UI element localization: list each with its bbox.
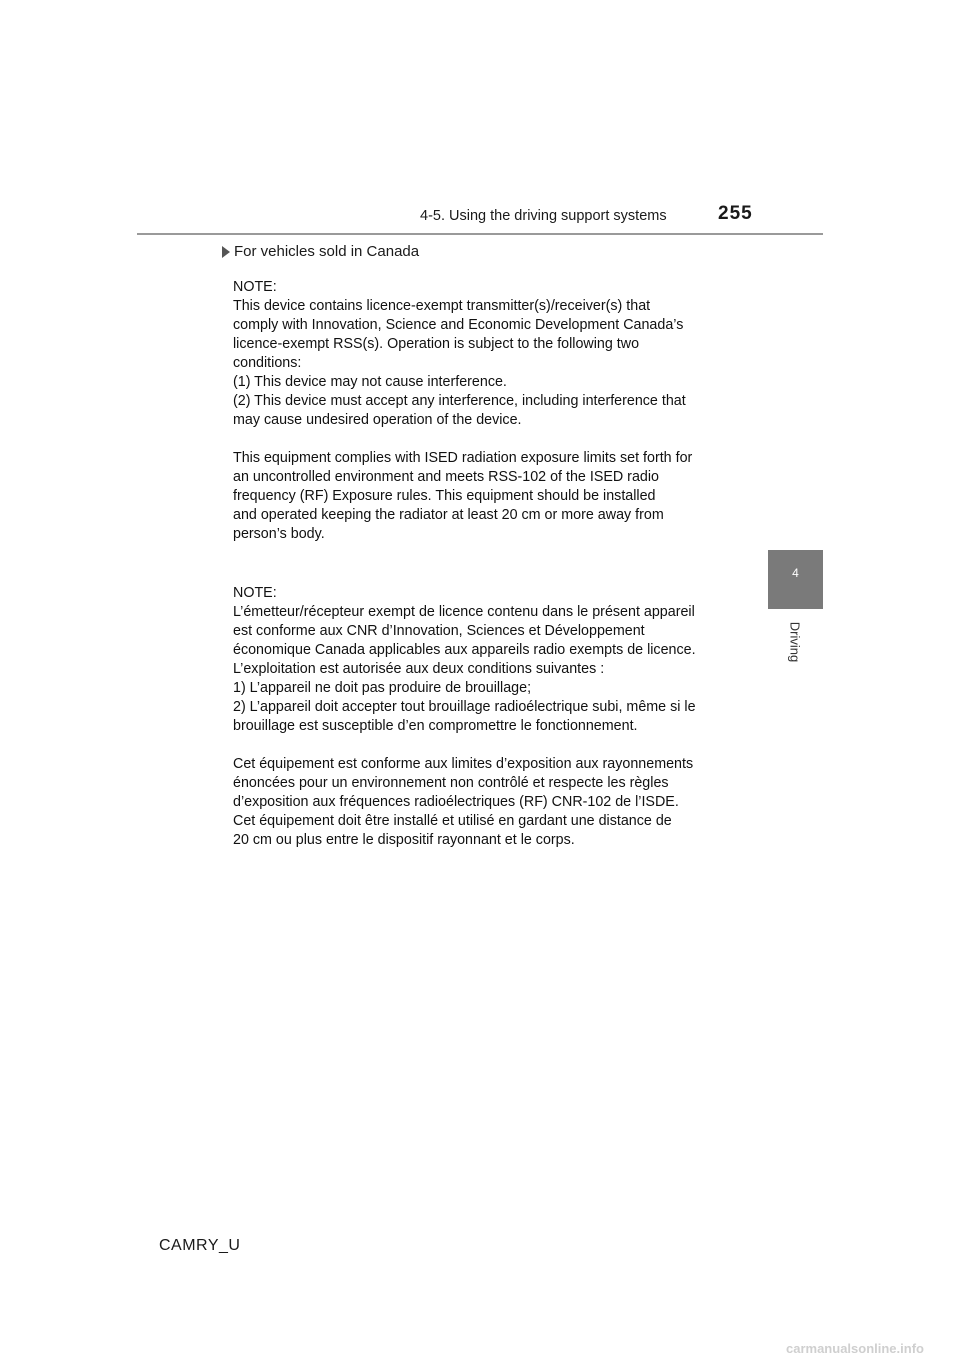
chapter-label: Driving xyxy=(787,621,803,663)
notice-line: Cet équipement est conforme aux limites d’exposition aux rayonnements xyxy=(233,756,694,772)
notice-line: frequency (RF) Exposure rules. This equipment should be installed xyxy=(233,488,656,504)
subheading-text: For vehicles sold in Canada xyxy=(234,243,420,260)
notice-french xyxy=(233,584,753,850)
paragraph-gap xyxy=(233,736,753,755)
notice-line: This device contains licence-exempt transmitter(s)/receiver(s) that xyxy=(233,298,651,314)
notice-line: (2) This device must accept any interference, including interference that xyxy=(233,393,686,409)
notice-line: licence-exempt RSS(s). Operation is subject to the following two xyxy=(233,336,640,352)
notice-english xyxy=(233,278,753,544)
notice-line: d’exposition aux fréquences radioélectriques (RF) CNR-102 de l’ISDE. xyxy=(233,794,679,810)
notice-line: (1) This device may not cause interference. xyxy=(233,374,507,390)
chapter-tab xyxy=(768,550,823,609)
notice-line: énoncées pour un environnement non contrôlé et respecte les règles xyxy=(233,775,669,791)
notice-line: 20 cm ou plus entre le dispositif rayonnant et le corps. xyxy=(233,832,575,848)
notice-line: an uncontrolled environment and meets RSS-102 of the ISED radio xyxy=(233,469,659,485)
subheading xyxy=(222,243,419,260)
page-number: 255 xyxy=(718,203,753,224)
notice-line: NOTE: xyxy=(233,279,277,295)
notice-line: comply with Innovation, Science and Economic Development Canada’s xyxy=(233,317,684,333)
notice-line: brouillage est susceptible d’en compromettre le fonctionnement. xyxy=(233,718,638,734)
chapter-number: 4 xyxy=(792,566,799,580)
notice-line: This equipment complies with ISED radiation exposure limits set forth for xyxy=(233,450,693,466)
paragraph-gap xyxy=(233,430,753,449)
notice-line: NOTE: xyxy=(233,585,277,601)
notice-line: L’émetteur/récepteur exempt de licence contenu dans le présent appareil xyxy=(233,604,695,620)
notice-line: conditions: xyxy=(233,355,302,371)
notice-line: L’exploitation est autorisée aux deux conditions suivantes : xyxy=(233,661,605,677)
header-divider xyxy=(137,233,823,235)
watermark: carmanualsonline.info xyxy=(786,1341,924,1356)
notice-line: and operated keeping the radiator at least 20 cm or more away from xyxy=(233,507,664,523)
triangle-bullet-icon xyxy=(222,246,230,258)
notice-line: économique Canada applicables aux appareils radio exempts de licence. xyxy=(233,642,696,658)
notice-line: Cet équipement doit être installé et utilisé en gardant une distance de xyxy=(233,813,672,829)
section-title: 4-5. Using the driving support systems xyxy=(420,208,667,224)
footer-model-code: CAMRY_U xyxy=(159,1237,241,1254)
notice-line: person’s body. xyxy=(233,526,325,542)
notice-line: est conforme aux CNR d’Innovation, Sciences et Développement xyxy=(233,623,645,639)
notice-line: 1) L’appareil ne doit pas produire de brouillage; xyxy=(233,680,532,696)
notice-line: may cause undesired operation of the device. xyxy=(233,412,522,428)
notice-line: 2) L’appareil doit accepter tout brouillage radioélectrique subi, même si le xyxy=(233,699,696,715)
